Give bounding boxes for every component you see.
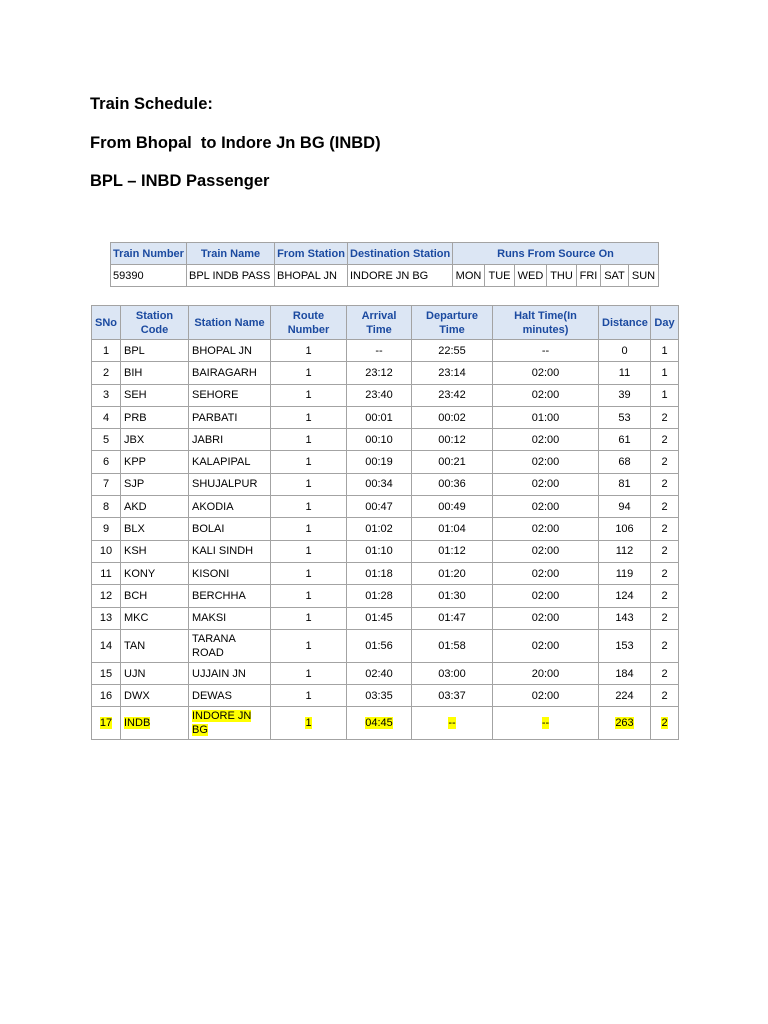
departure-time-header: Departure Time — [412, 306, 493, 340]
day-thu: THU — [547, 265, 577, 287]
day-sat: SAT — [601, 265, 629, 287]
day-header: Day — [651, 306, 679, 340]
schedule-row — [92, 662, 679, 684]
day-cell: 1 — [651, 384, 679, 406]
departure-time-cell: 01:30 — [412, 585, 493, 607]
departure-time-cell: 00:12 — [412, 429, 493, 451]
station-name-cell: SHUJALPUR — [189, 473, 271, 495]
departure-time-cell: 00:21 — [412, 451, 493, 473]
station-code-cell: DWX — [121, 685, 189, 707]
sno-header: SNo — [92, 306, 121, 340]
train-number-cell: 59390 — [111, 265, 187, 287]
day-cell: 2 — [651, 629, 679, 662]
station-code-cell: KSH — [121, 540, 189, 562]
station-name-cell: TARANA ROAD — [189, 629, 271, 662]
station-name-cell: PARBATI — [189, 406, 271, 428]
schedule-header-row — [92, 306, 679, 340]
schedule-row — [92, 473, 679, 495]
destination-station-cell: INDORE JN BG — [348, 265, 453, 287]
station-name-cell: MAKSI — [189, 607, 271, 629]
day-cell: 2 — [651, 607, 679, 629]
station-code-cell: BIH — [121, 362, 189, 384]
highlighted-text: 2 — [661, 717, 668, 730]
schedule-row — [92, 340, 679, 362]
route-number-cell: 1 — [271, 562, 347, 584]
route-number-cell: 1 — [271, 496, 347, 518]
runs-from-source-header: Runs From Source On — [453, 243, 659, 265]
distance-cell: 11 — [599, 362, 651, 384]
route-heading: From Bhopal to Indore Jn BG (INBD) — [90, 134, 381, 152]
schedule-row — [92, 707, 679, 740]
sno-cell: 2 — [92, 362, 121, 384]
distance-cell: 153 — [599, 629, 651, 662]
sno-cell: 5 — [92, 429, 121, 451]
departure-time-cell: 23:42 — [412, 384, 493, 406]
distance-cell: 68 — [599, 451, 651, 473]
station-code-cell: BLX — [121, 518, 189, 540]
sno-cell: 4 — [92, 406, 121, 428]
departure-time-cell: 00:49 — [412, 496, 493, 518]
distance-cell: 119 — [599, 562, 651, 584]
station-name-cell: BAIRAGARH — [189, 362, 271, 384]
halt-time-cell: 02:00 — [493, 362, 599, 384]
halt-time-cell: 02:00 — [493, 685, 599, 707]
sno-cell: 9 — [92, 518, 121, 540]
halt-time-cell: 02:00 — [493, 451, 599, 473]
train-number-header: Train Number — [111, 243, 187, 265]
arrival-time-cell: 23:12 — [347, 362, 412, 384]
destination-station-header: Destination Station — [348, 243, 453, 265]
sno-cell — [92, 707, 121, 740]
day-mon: MON — [453, 265, 485, 287]
route-number-cell: 1 — [271, 585, 347, 607]
station-name-cell: SEHORE — [189, 384, 271, 406]
schedule-row — [92, 451, 679, 473]
halt-time-cell: 02:00 — [493, 540, 599, 562]
route-number-cell: 1 — [271, 662, 347, 684]
day-cell: 2 — [651, 562, 679, 584]
halt-time-cell: -- — [493, 340, 599, 362]
arrival-time-cell — [347, 707, 412, 740]
route-number-cell: 1 — [271, 451, 347, 473]
schedule-row — [92, 685, 679, 707]
day-tue: TUE — [485, 265, 515, 287]
halt-time-cell: 02:00 — [493, 562, 599, 584]
day-cell: 2 — [651, 585, 679, 607]
highlighted-text: -- — [448, 717, 456, 730]
distance-cell: 143 — [599, 607, 651, 629]
route-number-cell: 1 — [271, 362, 347, 384]
departure-time-cell: 01:12 — [412, 540, 493, 562]
station-code-cell: AKD — [121, 496, 189, 518]
train-info-header-row — [111, 243, 659, 265]
highlighted-text: -- — [541, 717, 550, 730]
sno-cell: 6 — [92, 451, 121, 473]
sno-cell: 8 — [92, 496, 121, 518]
distance-cell: 184 — [599, 662, 651, 684]
departure-time-cell: 22:55 — [412, 340, 493, 362]
distance-cell: 124 — [599, 585, 651, 607]
arrival-time-cell: 01:56 — [347, 629, 412, 662]
arrival-time-cell: 03:35 — [347, 685, 412, 707]
schedule-row — [92, 518, 679, 540]
distance-cell: 61 — [599, 429, 651, 451]
halt-time-cell — [493, 707, 599, 740]
station-name-cell: JABRI — [189, 429, 271, 451]
station-code-cell: TAN — [121, 629, 189, 662]
arrival-time-cell: 01:18 — [347, 562, 412, 584]
sno-cell: 16 — [92, 685, 121, 707]
schedule-row — [92, 562, 679, 584]
arrival-time-cell: 01:28 — [347, 585, 412, 607]
highlighted-text: INDORE JN BG — [192, 710, 252, 737]
station-code-cell: BCH — [121, 585, 189, 607]
schedule-row — [92, 496, 679, 518]
day-cell: 2 — [651, 662, 679, 684]
arrival-time-cell: 00:10 — [347, 429, 412, 451]
day-cell: 2 — [651, 451, 679, 473]
day-cell: 2 — [651, 496, 679, 518]
halt-time-cell: 02:00 — [493, 473, 599, 495]
highlighted-text: 1 — [305, 717, 312, 730]
from-station-header: From Station — [275, 243, 348, 265]
distance-cell: 94 — [599, 496, 651, 518]
arrival-time-cell: 23:40 — [347, 384, 412, 406]
day-sun: SUN — [629, 265, 659, 287]
station-name-cell: KISONI — [189, 562, 271, 584]
halt-time-cell: 02:00 — [493, 496, 599, 518]
arrival-time-cell: 00:47 — [347, 496, 412, 518]
day-wed: WED — [515, 265, 547, 287]
arrival-time-header: Arrival Time — [347, 306, 412, 340]
route-number-header: Route Number — [271, 306, 347, 340]
arrival-time-cell: -- — [347, 340, 412, 362]
route-number-cell — [271, 707, 347, 740]
schedule-row — [92, 607, 679, 629]
arrival-time-cell: 00:01 — [347, 406, 412, 428]
arrival-time-cell: 01:45 — [347, 607, 412, 629]
distance-cell — [599, 707, 651, 740]
arrival-time-cell: 00:19 — [347, 451, 412, 473]
arrival-time-cell: 01:02 — [347, 518, 412, 540]
schedule-row — [92, 429, 679, 451]
sno-cell: 7 — [92, 473, 121, 495]
schedule-row — [92, 384, 679, 406]
day-cell — [651, 707, 679, 740]
sno-cell: 3 — [92, 384, 121, 406]
sno-cell: 14 — [92, 629, 121, 662]
schedule-row — [92, 362, 679, 384]
station-name-header: Station Name — [189, 306, 271, 340]
day-cell: 1 — [651, 362, 679, 384]
day-cell: 2 — [651, 473, 679, 495]
day-cell: 2 — [651, 685, 679, 707]
halt-time-cell: 02:00 — [493, 629, 599, 662]
sno-cell: 13 — [92, 607, 121, 629]
halt-time-cell: 01:00 — [493, 406, 599, 428]
distance-cell: 112 — [599, 540, 651, 562]
train-name-header: Train Name — [187, 243, 275, 265]
station-code-cell — [121, 707, 189, 740]
station-name-cell: KALAPIPAL — [189, 451, 271, 473]
distance-header: Distance — [599, 306, 651, 340]
halt-time-cell: 02:00 — [493, 384, 599, 406]
station-name-cell: BHOPAL JN — [189, 340, 271, 362]
departure-time-cell: 00:36 — [412, 473, 493, 495]
departure-time-cell: 01:04 — [412, 518, 493, 540]
highlighted-text: 263 — [615, 717, 634, 730]
route-number-cell: 1 — [271, 340, 347, 362]
day-cell: 2 — [651, 518, 679, 540]
highlighted-text: 17 — [99, 717, 113, 730]
train-info-table — [110, 242, 659, 287]
halt-time-cell: 02:00 — [493, 607, 599, 629]
route-number-cell: 1 — [271, 473, 347, 495]
distance-cell: 224 — [599, 685, 651, 707]
schedule-row — [92, 629, 679, 662]
distance-cell: 53 — [599, 406, 651, 428]
departure-time-cell: 01:58 — [412, 629, 493, 662]
day-cell: 2 — [651, 540, 679, 562]
from-station-cell: BHOPAL JN — [275, 265, 348, 287]
route-number-cell: 1 — [271, 406, 347, 428]
sno-cell: 10 — [92, 540, 121, 562]
train-info-row — [111, 265, 659, 287]
sno-cell: 15 — [92, 662, 121, 684]
day-cell: 1 — [651, 340, 679, 362]
station-code-cell: SEH — [121, 384, 189, 406]
arrival-time-cell: 02:40 — [347, 662, 412, 684]
arrival-time-cell: 01:10 — [347, 540, 412, 562]
route-number-cell: 1 — [271, 629, 347, 662]
route-number-cell: 1 — [271, 384, 347, 406]
sno-cell: 12 — [92, 585, 121, 607]
departure-time-cell — [412, 707, 493, 740]
station-name-cell: BERCHHA — [189, 585, 271, 607]
departure-time-cell: 23:14 — [412, 362, 493, 384]
distance-cell: 39 — [599, 384, 651, 406]
station-code-cell: UJN — [121, 662, 189, 684]
halt-time-cell: 02:00 — [493, 585, 599, 607]
station-code-cell: BPL — [121, 340, 189, 362]
train-name-cell: BPL INDB PASS — [187, 265, 275, 287]
halt-time-cell: 02:00 — [493, 518, 599, 540]
schedule-body — [92, 340, 679, 740]
day-cell: 2 — [651, 429, 679, 451]
halt-time-cell: 20:00 — [493, 662, 599, 684]
sno-cell: 1 — [92, 340, 121, 362]
highlighted-text: 04:45 — [365, 717, 393, 730]
station-name-cell: KALI SINDH — [189, 540, 271, 562]
route-number-cell: 1 — [271, 607, 347, 629]
station-name-cell: AKODIA — [189, 496, 271, 518]
route-number-cell: 1 — [271, 429, 347, 451]
distance-cell: 106 — [599, 518, 651, 540]
station-code-header: Station Code — [121, 306, 189, 340]
day-cell: 2 — [651, 406, 679, 428]
page-title: Train Schedule: — [90, 95, 213, 113]
station-code-cell: PRB — [121, 406, 189, 428]
highlighted-text: INDB — [124, 717, 151, 730]
station-code-cell: KONY — [121, 562, 189, 584]
schedule-row — [92, 406, 679, 428]
station-code-cell: MKC — [121, 607, 189, 629]
departure-time-cell: 03:00 — [412, 662, 493, 684]
departure-time-cell: 01:20 — [412, 562, 493, 584]
route-number-cell: 1 — [271, 518, 347, 540]
departure-time-cell: 01:47 — [412, 607, 493, 629]
station-name-cell: DEWAS — [189, 685, 271, 707]
distance-cell: 81 — [599, 473, 651, 495]
station-name-cell — [189, 707, 271, 740]
day-fri: FRI — [577, 265, 601, 287]
route-number-cell: 1 — [271, 685, 347, 707]
halt-time-cell: 02:00 — [493, 429, 599, 451]
station-name-cell: UJJAIN JN — [189, 662, 271, 684]
arrival-time-cell: 00:34 — [347, 473, 412, 495]
halt-time-header: Halt Time(In minutes) — [493, 306, 599, 340]
station-code-cell: JBX — [121, 429, 189, 451]
station-name-cell: BOLAI — [189, 518, 271, 540]
station-code-cell: SJP — [121, 473, 189, 495]
sno-cell: 11 — [92, 562, 121, 584]
route-number-cell: 1 — [271, 540, 347, 562]
departure-time-cell: 00:02 — [412, 406, 493, 428]
schedule-row — [92, 540, 679, 562]
station-code-cell: KPP — [121, 451, 189, 473]
schedule-table — [91, 305, 679, 740]
train-heading: BPL – INBD Passenger — [90, 172, 270, 190]
departure-time-cell: 03:37 — [412, 685, 493, 707]
schedule-row — [92, 585, 679, 607]
distance-cell: 0 — [599, 340, 651, 362]
